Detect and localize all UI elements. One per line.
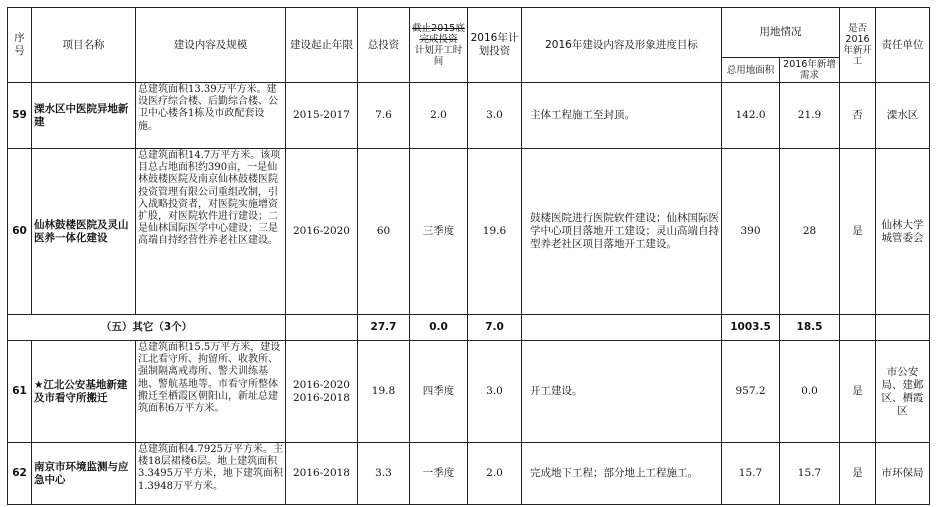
cell-plan: 2.0 xyxy=(468,443,522,505)
header-land-total: 总用地面积 xyxy=(722,58,780,83)
cell-content: 总建筑面积4.7925万平方米。主楼18层裙楼6层。地上建筑面积3.3495万平方米，地下建筑面积1.3948万平方米。 xyxy=(136,443,286,505)
table-row xyxy=(8,83,930,149)
subtotal-target xyxy=(522,315,722,341)
cell-unit: 市环保局 xyxy=(876,443,930,505)
header-cum-bottom: 计划开工时间 xyxy=(414,45,463,67)
cell-plan: 19.6 xyxy=(468,149,522,315)
cell-total: 60 xyxy=(358,149,410,315)
header-name: 项目名称 xyxy=(32,8,136,83)
header-new-start: 是否2016年新开工 xyxy=(840,8,876,83)
cell-land-total: 15.7 xyxy=(722,443,780,505)
subtotal-land-total: 1003.5 xyxy=(722,315,780,341)
subtotal-unit xyxy=(876,315,930,341)
header-total: 总投资 xyxy=(358,8,410,83)
header-land-new: 2016年新增需求 xyxy=(780,58,840,83)
cell-content: 总建筑面积14.7万平方米。该项目总占地面积约390亩，一是仙林鼓楼医院及南京仙林鼓楼医院投资管理有限公司重组改制，引入战略投资者，对医院实施增资扩股，对医院软件进行建设；二是仙林国际医学中心建设；三是高端自持经营性养老社区建设。 xyxy=(136,149,286,315)
cell-land-new: 28 xyxy=(780,149,840,315)
header-cumulative xyxy=(410,8,468,83)
cell-cum: 一季度 xyxy=(410,443,468,505)
cell-cum: 三季度 xyxy=(410,149,468,315)
cell-seq: 60 xyxy=(8,149,32,315)
header-period: 建设起止年限 xyxy=(286,8,358,83)
cell-name: 溧水区中医院异地新建 xyxy=(32,83,136,149)
cell-name: 南京市环境监测与应急中心 xyxy=(32,443,136,505)
cell-plan: 3.0 xyxy=(468,341,522,443)
cell-land-new: 21.9 xyxy=(780,83,840,149)
cell-seq: 59 xyxy=(8,83,32,149)
header-unit: 责任单位 xyxy=(876,8,930,83)
cell-cum: 四季度 xyxy=(410,341,468,443)
cell-period-a: 2016-2020 xyxy=(293,378,350,391)
cell-land-new: 15.7 xyxy=(780,443,840,505)
subtotal-label: （五）其它（3个） xyxy=(8,315,286,341)
cell-unit: 溧水区 xyxy=(876,83,930,149)
cell-period xyxy=(286,341,358,443)
cell-land-new: 0.0 xyxy=(780,341,840,443)
cell-period: 2016-2018 xyxy=(286,443,358,505)
cell-new-start: 是 xyxy=(840,443,876,505)
cell-land-total: 957.2 xyxy=(722,341,780,443)
table-row xyxy=(8,341,930,443)
cell-period: 2016-2020 xyxy=(286,149,358,315)
cell-plan: 3.0 xyxy=(468,83,522,149)
header-content: 建设内容及规模 xyxy=(136,8,286,83)
cell-content: 总建筑面积13.39万平方米。建设医疗综合楼、后勤综合楼、公卫中心楼各1栋及市政配套设施。 xyxy=(136,83,286,149)
cell-name: 仙林鼓楼医院及灵山医养一体化建设 xyxy=(32,149,136,315)
header-row xyxy=(8,8,930,58)
cell-target: 鼓楼医院进行医院软件建设；仙林国际医学中心项目落地开工建设；灵山高端自持型养老社区项目落地开工建设。 xyxy=(522,149,722,315)
cell-seq: 62 xyxy=(8,443,32,505)
header-land: 用地情况 xyxy=(722,8,840,58)
project-table xyxy=(7,7,930,505)
cell-new-start: 否 xyxy=(840,83,876,149)
cell-target: 完成地下工程；部分地上工程施工。 xyxy=(522,443,722,505)
cell-unit: 市公安局、建邺区、栖霞区 xyxy=(876,341,930,443)
subtotal-cum: 0.0 xyxy=(410,315,468,341)
table-row xyxy=(8,443,930,505)
cell-period: 2015-2017 xyxy=(286,83,358,149)
table-row xyxy=(8,149,930,315)
header-target2016: 2016年建设内容及形象进度目标 xyxy=(522,8,722,83)
cell-total: 3.3 xyxy=(358,443,410,505)
cell-content: 总建筑面积15.5万平方米，建设江北看守所、拘留所、收教所、强制隔离戒毒所、警犬训练基地、警航基地等。市看守所整体搬迁至栖霞区朝阳山，新址总建筑面积6万平方米。 xyxy=(136,341,286,443)
cell-period-b: 2016-2018 xyxy=(293,391,350,404)
cell-total: 7.6 xyxy=(358,83,410,149)
subtotal-row xyxy=(8,315,930,341)
header-cum-top: 截止2015底完成投资 xyxy=(412,23,465,45)
cell-land-total: 390 xyxy=(722,149,780,315)
cell-new-start: 是 xyxy=(840,341,876,443)
cell-seq: 61 xyxy=(8,341,32,443)
cell-land-total: 142.0 xyxy=(722,83,780,149)
cell-new-start: 是 xyxy=(840,149,876,315)
cell-cum: 2.0 xyxy=(410,83,468,149)
cell-target: 主体工程施工至封顶。 xyxy=(522,83,722,149)
header-plan2016: 2016年计划投资 xyxy=(468,8,522,83)
cell-total: 19.8 xyxy=(358,341,410,443)
cell-unit: 仙林大学城管委会 xyxy=(876,149,930,315)
subtotal-plan: 7.0 xyxy=(468,315,522,341)
subtotal-total: 27.7 xyxy=(358,315,410,341)
subtotal-period xyxy=(286,315,358,341)
header-seq: 序号 xyxy=(8,8,32,83)
subtotal-new-start xyxy=(840,315,876,341)
subtotal-land-new: 18.5 xyxy=(780,315,840,341)
cell-name: ★江北公安基地新建及市看守所搬迁 xyxy=(32,341,136,443)
cell-target: 开工建设。 xyxy=(522,341,722,443)
